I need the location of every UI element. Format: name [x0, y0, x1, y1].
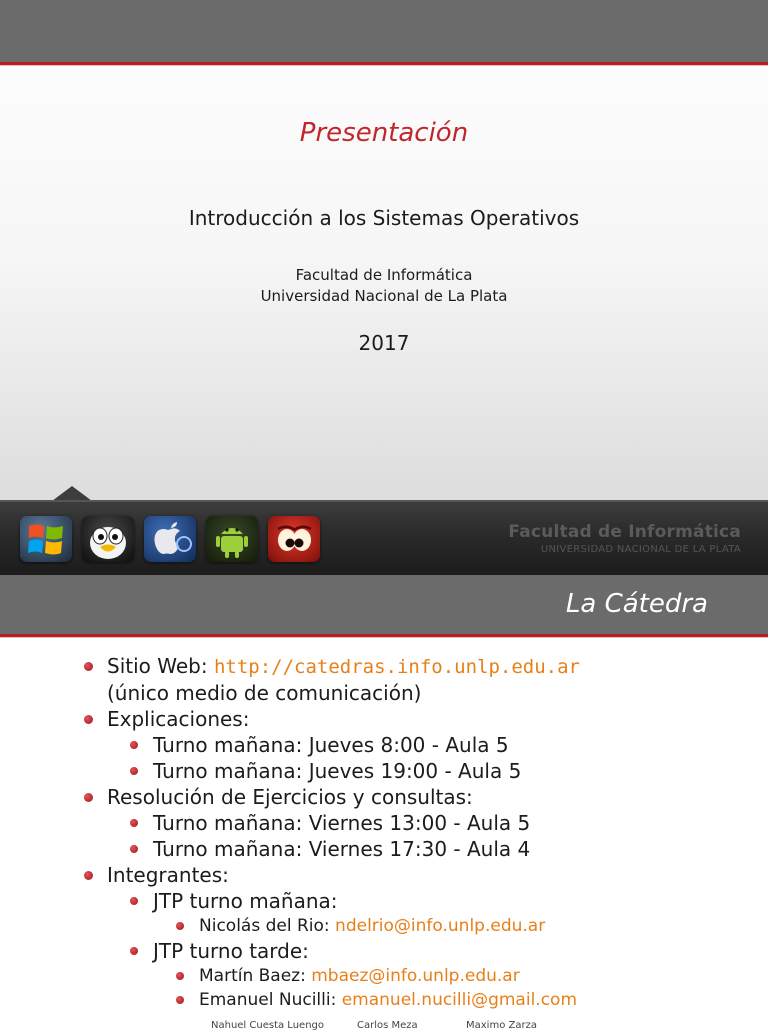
- list-item-res-turno: [80, 810, 760, 836]
- bullet-list: [80, 653, 760, 1012]
- explicaciones-label: Explicaciones:: [107, 707, 250, 731]
- eyes-logo-icon: [268, 516, 320, 562]
- slide-title: La Cátedra: [565, 589, 708, 619]
- member-name: Nicolás del Rio:: [199, 916, 336, 936]
- bullet-icon: [130, 741, 138, 749]
- list-item-jtp-manana: [80, 888, 760, 914]
- bullet-icon: [130, 897, 138, 905]
- list-item-resolucion: [80, 784, 760, 810]
- bullet-icon: [176, 996, 184, 1004]
- exp-turno-label: Turno mañana: Jueves 8:00 - Aula 5: [153, 733, 509, 757]
- member-email-link[interactable]: emanuel.nucilli@gmail.com: [341, 990, 578, 1010]
- resolucion-label: Resolución de Ejercicios y consultas:: [107, 785, 473, 809]
- bullet-icon: [84, 662, 93, 671]
- bullet-icon: [84, 793, 93, 802]
- slide-top-bar: [0, 0, 768, 62]
- website-label: Sitio Web:: [107, 654, 214, 678]
- member-email-link[interactable]: mbaez@info.unlp.edu.ar: [311, 966, 520, 986]
- exp-turno-label: Turno mañana: Jueves 19:00 - Aula 5: [153, 759, 522, 783]
- authors-footer: [0, 1020, 768, 1030]
- author-name: Maximo Zarza: [466, 1020, 537, 1031]
- bullet-icon: [84, 715, 93, 724]
- apple-logo-icon: [144, 516, 196, 562]
- slide-la-catedra: [0, 575, 768, 1031]
- website-link[interactable]: http://catedras.info.unlp.edu.ar: [213, 656, 580, 678]
- footer-university-name: UNIVERSIDAD NACIONAL DE LA PLATA: [540, 544, 741, 555]
- list-item-jtp-tarde: [80, 938, 760, 964]
- slide-title: Presentación: [299, 118, 469, 148]
- bullet-icon: [130, 845, 138, 853]
- list-item-explicaciones: [80, 706, 760, 732]
- year-label: 2017: [358, 331, 410, 355]
- jtp-tarde-label: JTP turno tarde:: [153, 939, 309, 963]
- bullet-icon: [130, 947, 138, 955]
- list-item-member: [80, 914, 760, 938]
- member-email-link[interactable]: ndelrio@info.unlp.edu.ar: [335, 916, 546, 936]
- institution-faculty: Facultad de Informática: [295, 266, 473, 284]
- list-item-member: [80, 964, 760, 988]
- institution-university: Universidad Nacional de La Plata: [260, 287, 508, 305]
- member-name: Emanuel Nucilli:: [199, 990, 342, 1010]
- top-bar-accent-line-light: [0, 65, 768, 66]
- bullet-icon: [176, 922, 184, 930]
- bullet-icon: [84, 871, 93, 880]
- res-turno-label: Turno mañana: Viernes 13:00 - Aula 5: [153, 811, 531, 835]
- windows-logo-icon: [20, 516, 72, 562]
- jtp-manana-label: JTP turno mañana:: [153, 889, 338, 913]
- bullet-icon: [176, 972, 184, 980]
- list-item-integrantes: [80, 862, 760, 888]
- author-name: Nahuel Cuesta Luengo: [211, 1020, 324, 1031]
- tux-logo-icon: [82, 516, 134, 562]
- member-name: Martín Baez:: [199, 966, 312, 986]
- android-logo-icon: [206, 516, 258, 562]
- website-note: (único medio de comunicación): [107, 681, 422, 705]
- integrantes-label: Integrantes:: [107, 863, 229, 887]
- header-accent-line-light: [0, 637, 768, 638]
- res-turno-label: Turno mañana: Viernes 17:30 - Aula 4: [153, 837, 531, 861]
- list-item-member: [80, 988, 760, 1012]
- bullet-icon: [130, 767, 138, 775]
- footer-notch: [52, 486, 92, 501]
- list-item-exp-turno: [80, 732, 760, 758]
- list-item-exp-turno: [80, 758, 760, 784]
- footer-faculty-name: Facultad de Informática: [508, 522, 741, 542]
- institution-block: [0, 265, 768, 307]
- os-logos-strip: [20, 516, 320, 562]
- course-subtitle: Introducción a los Sistemas Operativos: [188, 206, 580, 230]
- list-item-res-turno: [80, 836, 760, 862]
- bullet-icon: [130, 819, 138, 827]
- author-name: Carlos Meza: [357, 1020, 418, 1031]
- list-item-website: [80, 653, 760, 706]
